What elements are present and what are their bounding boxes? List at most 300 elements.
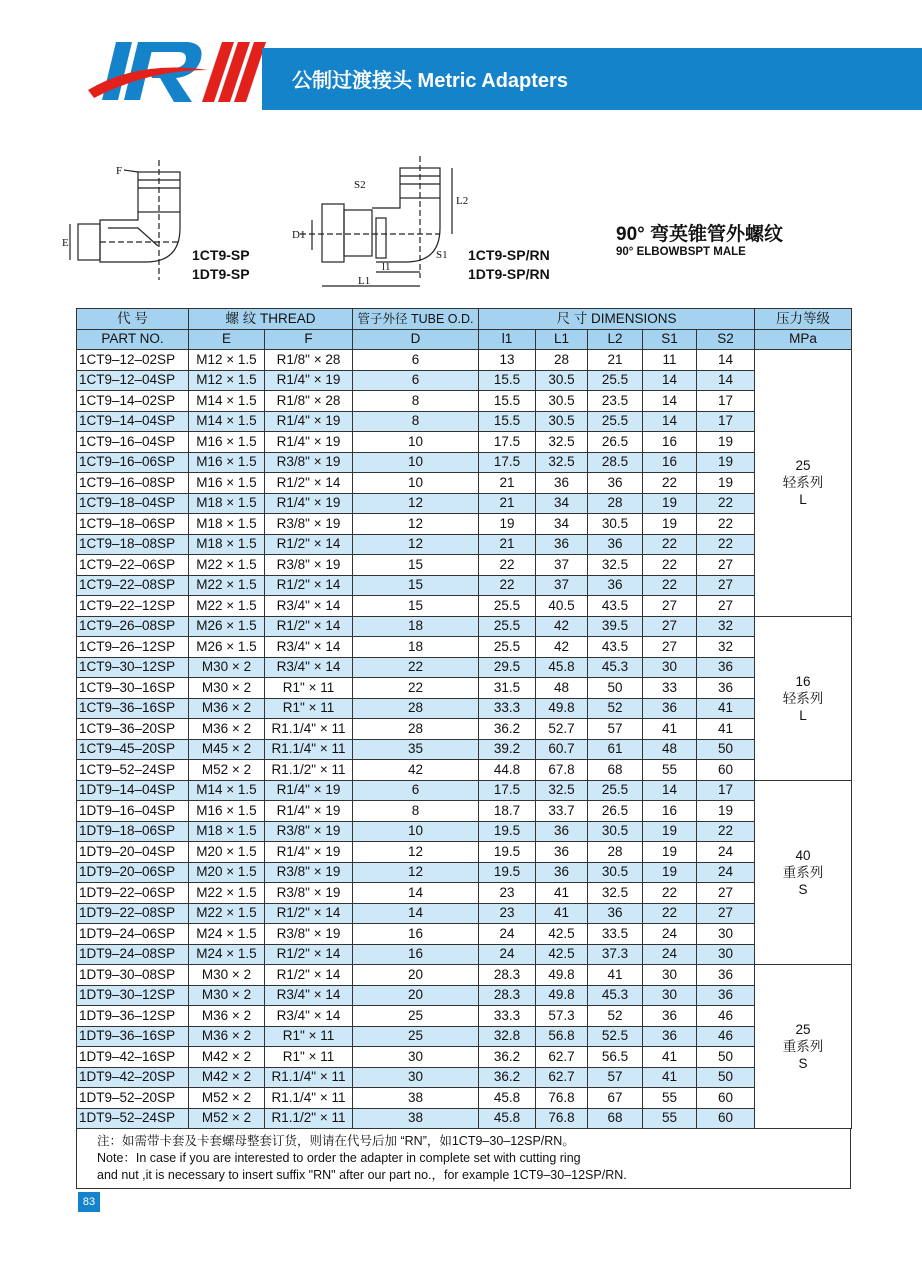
table-cell: 1CT9–18–06SP [77, 514, 189, 535]
table-cell: M26 × 1.5 [189, 637, 265, 658]
table-cell: 30.5 [588, 514, 643, 535]
table-cell: R3/4" × 14 [265, 985, 353, 1006]
table-cell: 33.3 [479, 1006, 536, 1027]
table-cell: 45.8 [479, 1108, 536, 1129]
table-cell: R1/4" × 19 [265, 432, 353, 453]
table-cell: 1CT9–16–04SP [77, 432, 189, 453]
table-cell: 45.3 [588, 985, 643, 1006]
table-cell: 10 [353, 452, 479, 473]
header-L2: L2 [588, 329, 643, 350]
table-cell: 45.3 [588, 657, 643, 678]
table-cell: 22 [643, 883, 697, 904]
table-row [77, 350, 852, 371]
table-cell: M18 × 1.5 [189, 514, 265, 535]
table-cell: 1CT9–14–04SP [77, 411, 189, 432]
table-cell: M30 × 2 [189, 965, 265, 986]
table-cell: 24 [643, 944, 697, 965]
table-cell: 42.5 [536, 924, 588, 945]
table-row [77, 452, 852, 473]
table-cell: R1/2" × 14 [265, 616, 353, 637]
table-row [77, 924, 852, 945]
pressure-class-cell [755, 616, 852, 780]
table-cell: 8 [353, 411, 479, 432]
table-cell: 60 [697, 1088, 755, 1109]
table-cell: 16 [643, 432, 697, 453]
table-cell: 16 [643, 801, 697, 822]
table-cell: 22 [697, 514, 755, 535]
table-cell: 28 [353, 719, 479, 740]
table-cell: M52 × 2 [189, 1088, 265, 1109]
dim-label-s1: S1 [436, 249, 448, 261]
table-row [77, 432, 852, 453]
table-cell: R3/8" × 19 [265, 924, 353, 945]
table-cell: 18.7 [479, 801, 536, 822]
table-cell: 43.5 [588, 637, 643, 658]
table-cell: 41 [697, 698, 755, 719]
table-cell: 1CT9–30–12SP [77, 657, 189, 678]
table-cell: 12 [353, 842, 479, 863]
table-row [77, 842, 852, 863]
table-cell: M30 × 2 [189, 985, 265, 1006]
table-cell: 49.8 [536, 965, 588, 986]
table-cell: M22 × 1.5 [189, 596, 265, 617]
table-cell: 39.2 [479, 739, 536, 760]
table-cell: R1/2" × 14 [265, 575, 353, 596]
table-cell: 27 [697, 575, 755, 596]
table-cell: 44.8 [479, 760, 536, 781]
table-cell: 30.5 [588, 821, 643, 842]
table-cell: 32 [697, 616, 755, 637]
table-row [77, 801, 852, 822]
table-cell: 48 [643, 739, 697, 760]
table-cell: 23 [479, 883, 536, 904]
table-cell: R1/4" × 19 [265, 780, 353, 801]
table-cell: 49.8 [536, 698, 588, 719]
table-cell: M52 × 2 [189, 1108, 265, 1129]
header-row-1 [77, 309, 852, 330]
table-cell: 49.8 [536, 985, 588, 1006]
table-cell: 32.5 [536, 452, 588, 473]
table-cell: R3/8" × 19 [265, 452, 353, 473]
table-cell: M18 × 1.5 [189, 821, 265, 842]
table-cell: 15.5 [479, 411, 536, 432]
table-cell: R1/8" × 28 [265, 350, 353, 371]
table-cell: 28 [353, 698, 479, 719]
table-cell: 46 [697, 1026, 755, 1047]
pressure-line: 重系列 [782, 864, 824, 880]
table-cell: 30 [353, 1067, 479, 1088]
table-cell: 41 [536, 883, 588, 904]
table-row [77, 493, 852, 514]
table-cell: 21 [479, 473, 536, 494]
table-cell: 1DT9–30–08SP [77, 965, 189, 986]
page-number: 83 [78, 1192, 100, 1212]
table-cell: 1DT9–18–06SP [77, 821, 189, 842]
table-cell: 17.5 [479, 432, 536, 453]
dim-label-l2: L2 [456, 195, 469, 207]
pressure-line: S [798, 881, 808, 897]
table-cell: R1.1/4" × 11 [265, 1067, 353, 1088]
table-cell: M16 × 1.5 [189, 473, 265, 494]
table-cell: M12 × 1.5 [189, 350, 265, 371]
pressure-line: 25 [795, 1022, 811, 1037]
table-cell: R1/4" × 19 [265, 370, 353, 391]
table-cell: 22 [479, 555, 536, 576]
table-cell: 22 [697, 493, 755, 514]
table-cell: 20 [353, 985, 479, 1006]
table-cell: M14 × 1.5 [189, 780, 265, 801]
pressure-line: L [799, 707, 807, 723]
header-banner [262, 48, 922, 110]
table-cell: R3/8" × 19 [265, 514, 353, 535]
table-cell: 1CT9–18–04SP [77, 493, 189, 514]
table-cell: 31.5 [479, 678, 536, 699]
table-cell: M18 × 1.5 [189, 493, 265, 514]
pressure-line: 40 [795, 847, 811, 863]
table-cell: 1CT9–14–02SP [77, 391, 189, 412]
table-cell: 1CT9–18–08SP [77, 534, 189, 555]
table-cell: 36 [697, 985, 755, 1006]
table-cell: 34 [536, 514, 588, 535]
pressure-line: 轻系列 [782, 475, 824, 491]
table-row [77, 411, 852, 432]
table-cell: 14 [643, 780, 697, 801]
table-cell: 27 [697, 883, 755, 904]
table-row [77, 780, 852, 801]
table-cell: 40.5 [536, 596, 588, 617]
table-cell: R1" × 11 [265, 1047, 353, 1068]
table-cell: 41 [643, 719, 697, 740]
table-cell: 19 [697, 801, 755, 822]
table-cell: 22 [643, 903, 697, 924]
table-cell: 17.5 [479, 780, 536, 801]
table-cell: R1/4" × 19 [265, 801, 353, 822]
header-tube: 管子外径 TUBE O.D. [353, 309, 479, 330]
table-cell: 28.5 [588, 452, 643, 473]
table-cell: 25.5 [479, 596, 536, 617]
table-cell: 13 [479, 350, 536, 371]
table-cell: 36 [643, 1006, 697, 1027]
table-cell: 30.5 [536, 411, 588, 432]
table-cell: M36 × 2 [189, 1006, 265, 1027]
pressure-line: 16 [795, 673, 811, 689]
pressure-line: 25 [795, 458, 811, 474]
table-cell: 36 [643, 1026, 697, 1047]
part-code: 1DT9-SP [192, 266, 250, 282]
table-row [77, 862, 852, 883]
table-cell: 32.5 [536, 780, 588, 801]
table-cell: 1DT9–22–06SP [77, 883, 189, 904]
dim-label-s2: S2 [354, 179, 366, 191]
table-cell: 26.5 [588, 432, 643, 453]
table-cell: R3/8" × 19 [265, 862, 353, 883]
table-cell: 22 [353, 657, 479, 678]
table-cell: 24 [479, 944, 536, 965]
table-cell: 8 [353, 801, 479, 822]
table-cell: 22 [643, 575, 697, 596]
table-cell: 25.5 [588, 411, 643, 432]
table-cell: 36 [536, 821, 588, 842]
table-cell: R1/4" × 19 [265, 842, 353, 863]
table-cell: R1/2" × 14 [265, 944, 353, 965]
table-cell: 27 [643, 637, 697, 658]
table-cell: 8 [353, 391, 479, 412]
table-row [77, 473, 852, 494]
table-cell: 27 [643, 616, 697, 637]
table-cell: 19 [697, 473, 755, 494]
table-cell: 57 [588, 719, 643, 740]
table-cell: 24 [697, 862, 755, 883]
table-row [77, 944, 852, 965]
table-cell: 61 [588, 739, 643, 760]
table-cell: M20 × 1.5 [189, 862, 265, 883]
table-cell: 1CT9–16–08SP [77, 473, 189, 494]
table-cell: 19 [643, 862, 697, 883]
table-cell: 33.3 [479, 698, 536, 719]
table-cell: R1/4" × 19 [265, 411, 353, 432]
table-cell: 22 [353, 678, 479, 699]
table-cell: M24 × 1.5 [189, 944, 265, 965]
table-cell: 36 [588, 473, 643, 494]
table-cell: R1.1/4" × 11 [265, 1088, 353, 1109]
table-cell: 33 [643, 678, 697, 699]
table-cell: 38 [353, 1088, 479, 1109]
table-cell: 24 [479, 924, 536, 945]
table-cell: 15.5 [479, 370, 536, 391]
table-cell: R1.1/2" × 11 [265, 760, 353, 781]
table-cell: 10 [353, 432, 479, 453]
table-cell: M14 × 1.5 [189, 411, 265, 432]
note-en-1: Note：In case if you are interested to order the adapter in complete set with cutting ring [97, 1151, 581, 1165]
table-cell: 1DT9–14–04SP [77, 780, 189, 801]
table-cell: 30 [643, 965, 697, 986]
table-cell: 32.8 [479, 1026, 536, 1047]
table-row [77, 575, 852, 596]
table-cell: M12 × 1.5 [189, 370, 265, 391]
pressure-line: S [798, 1056, 808, 1071]
table-cell: 14 [353, 883, 479, 904]
table-cell: 1DT9–20–06SP [77, 862, 189, 883]
table-cell: 12 [353, 493, 479, 514]
table-cell: 38 [353, 1108, 479, 1129]
table-cell: R1" × 11 [265, 698, 353, 719]
table-cell: 30 [697, 924, 755, 945]
header-mpa: MPa [755, 329, 852, 350]
table-cell: M30 × 2 [189, 657, 265, 678]
table-cell: 12 [353, 514, 479, 535]
table-cell: 36 [536, 862, 588, 883]
table-cell: 30.5 [536, 391, 588, 412]
table-cell: 35 [353, 739, 479, 760]
table-cell: 1CT9–30–16SP [77, 678, 189, 699]
table-cell: 19.5 [479, 821, 536, 842]
table-cell: 42 [536, 637, 588, 658]
table-cell: 57 [588, 1067, 643, 1088]
table-cell: M26 × 1.5 [189, 616, 265, 637]
table-cell: 17.5 [479, 452, 536, 473]
table-cell: 20 [353, 965, 479, 986]
table-cell: 21 [588, 350, 643, 371]
table-cell: 36 [536, 473, 588, 494]
table-cell: 27 [697, 596, 755, 617]
table-cell: R3/4" × 14 [265, 596, 353, 617]
table-cell: 1DT9–42–16SP [77, 1047, 189, 1068]
pressure-line: 轻系列 [782, 690, 824, 706]
table-cell: 25.5 [588, 780, 643, 801]
table-cell: 60 [697, 1108, 755, 1129]
table-cell: 32.5 [588, 883, 643, 904]
table-cell: 76.8 [536, 1108, 588, 1129]
table-cell: 17 [697, 780, 755, 801]
table-cell: M22 × 1.5 [189, 575, 265, 596]
table-cell: 10 [353, 821, 479, 842]
table-cell: 56.5 [588, 1047, 643, 1068]
table-cell: 39.5 [588, 616, 643, 637]
table-cell: M14 × 1.5 [189, 391, 265, 412]
product-title-en: 90° ELBOWBSPT MALE [616, 246, 746, 258]
table-cell: R1" × 11 [265, 678, 353, 699]
table-cell: 67 [588, 1088, 643, 1109]
table-row [77, 370, 852, 391]
table-cell: R3/8" × 19 [265, 821, 353, 842]
table-cell: 14 [697, 370, 755, 391]
table-cell: M36 × 2 [189, 698, 265, 719]
table-cell: R1.1/2" × 11 [265, 1108, 353, 1129]
table-row [77, 1026, 852, 1047]
table-cell: 42 [353, 760, 479, 781]
table-cell: 1CT9–36–20SP [77, 719, 189, 740]
table-cell: 6 [353, 350, 479, 371]
table-cell: 68 [588, 760, 643, 781]
table-row [77, 1108, 852, 1129]
product-title-cn: 90° 弯英锥管外螺纹 [616, 224, 784, 245]
table-cell: M45 × 2 [189, 739, 265, 760]
table-cell: 36.2 [479, 1047, 536, 1068]
table-cell: 37 [536, 575, 588, 596]
table-row [77, 883, 852, 904]
table-row [77, 698, 852, 719]
table-cell: R3/8" × 19 [265, 555, 353, 576]
table-cell: 14 [697, 350, 755, 371]
table-cell: 1CT9–16–06SP [77, 452, 189, 473]
header-dimensions: 尺 寸 DIMENSIONS [479, 309, 755, 330]
note-en-2: and nut ,it is necessary to insert suffix "RN" after our part no.，for example 1CT9–30–12SP/RN. [97, 1168, 627, 1182]
table-cell: 27 [643, 596, 697, 617]
table-cell: 19.5 [479, 842, 536, 863]
table-cell: 6 [353, 370, 479, 391]
table-cell: 6 [353, 780, 479, 801]
table-cell: R1/2" × 14 [265, 534, 353, 555]
table-cell: 50 [697, 739, 755, 760]
table-cell: 37.3 [588, 944, 643, 965]
table-cell: 67.8 [536, 760, 588, 781]
pressure-class-cell [755, 965, 852, 1129]
table-cell: R1/2" × 14 [265, 473, 353, 494]
dim-label-f: F [116, 165, 123, 177]
table-row [77, 1047, 852, 1068]
table-cell: 22 [697, 534, 755, 555]
table-cell: 62.7 [536, 1047, 588, 1068]
table-cell: 23.5 [588, 391, 643, 412]
table-cell: 17 [697, 411, 755, 432]
table-row [77, 678, 852, 699]
table-cell: 16 [643, 452, 697, 473]
table-cell: 1DT9–16–04SP [77, 801, 189, 822]
table-cell: M52 × 2 [189, 760, 265, 781]
header-e: E [189, 329, 265, 350]
table-cell: M36 × 2 [189, 1026, 265, 1047]
table-cell: 19 [643, 514, 697, 535]
table-cell: 52.7 [536, 719, 588, 740]
table-cell: 21 [479, 534, 536, 555]
table-cell: 36 [697, 965, 755, 986]
table-cell: 22 [643, 555, 697, 576]
table-row [77, 1006, 852, 1027]
table-cell: M22 × 1.5 [189, 883, 265, 904]
dim-label-l1: l1 [382, 261, 391, 273]
table-cell: 41 [643, 1047, 697, 1068]
header-row-2 [77, 329, 852, 350]
table-cell: 17 [697, 391, 755, 412]
table-cell: 28 [588, 842, 643, 863]
table-cell: 57.3 [536, 1006, 588, 1027]
table-row [77, 739, 852, 760]
table-cell: 28 [588, 493, 643, 514]
table-cell: 41 [697, 719, 755, 740]
table-cell: 30 [353, 1047, 479, 1068]
table-cell: 46 [697, 1006, 755, 1027]
pressure-line: 重系列 [782, 1039, 824, 1054]
table-cell: 18 [353, 616, 479, 637]
pressure-line: L [799, 492, 807, 508]
spec-table [76, 308, 852, 1129]
header-s2: S2 [697, 329, 755, 350]
table-cell: 15 [353, 575, 479, 596]
table-cell: 1CT9–52–24SP [77, 760, 189, 781]
part-code: 1CT9-SP [192, 247, 250, 263]
table-cell: 1CT9–36–16SP [77, 698, 189, 719]
table-cell: 1CT9–26–08SP [77, 616, 189, 637]
table-cell: 36 [697, 657, 755, 678]
table-cell: 1DT9–36–12SP [77, 1006, 189, 1027]
table-cell: 1DT9–20–04SP [77, 842, 189, 863]
table-cell: 36 [536, 842, 588, 863]
table-cell: 12 [353, 534, 479, 555]
table-cell: M22 × 1.5 [189, 555, 265, 576]
table-cell: 25.5 [479, 637, 536, 658]
table-cell: 30.5 [536, 370, 588, 391]
order-note [76, 1129, 851, 1189]
table-cell: 30 [643, 657, 697, 678]
table-cell: 27 [697, 903, 755, 924]
table-cell: 14 [353, 903, 479, 924]
table-cell: 28 [536, 350, 588, 371]
dim-label-e: E [62, 237, 69, 249]
table-cell: 34 [536, 493, 588, 514]
table-cell: R3/4" × 14 [265, 1006, 353, 1027]
table-cell: 14 [643, 391, 697, 412]
table-cell: 24 [643, 924, 697, 945]
table-cell: 60.7 [536, 739, 588, 760]
table-cell: 29.5 [479, 657, 536, 678]
table-cell: 36 [643, 698, 697, 719]
header-thread: 螺 纹 THREAD [189, 309, 353, 330]
table-cell: 30 [643, 985, 697, 1006]
table-row [77, 965, 852, 986]
table-cell: 50 [697, 1067, 755, 1088]
table-cell: 16 [353, 944, 479, 965]
table-cell: M42 × 2 [189, 1047, 265, 1068]
